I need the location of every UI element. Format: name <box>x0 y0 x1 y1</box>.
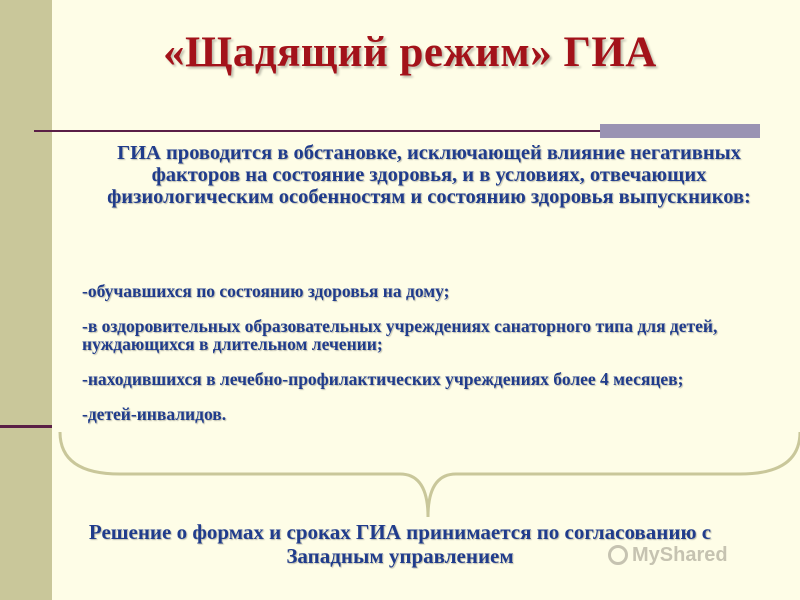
watermark-text: MyShared <box>632 543 728 566</box>
title-accent-block <box>600 124 760 138</box>
left-decorative-band <box>0 0 52 600</box>
left-band-divider <box>0 425 52 428</box>
title-underline <box>34 130 602 132</box>
list-item: -находившихся в лечебно-профилактических учреждениях более 4 месяцев; <box>82 369 684 389</box>
intro-paragraph: ГИА проводится в обстановке, исключающей влияние негативных факторов на состояние здоровья, и в условиях, отвечающих физиологическим особенностям и состоянию здоровья выпускников: <box>107 142 751 208</box>
list-item: -обучавшихся по состоянию здоровья на дому; <box>82 281 450 301</box>
conclusion-text: Решение о формах и сроках ГИА принимается по согласованию с Западным управлением <box>88 520 712 568</box>
list-item: -в оздоровительных образовательных учреждениях санаторного типа для детей, нуждающихся в длительном лечении; <box>82 316 718 354</box>
conditions-list <box>82 282 762 440</box>
list-item: -детей-инвалидов. <box>82 404 227 424</box>
curly-brace-decoration <box>50 432 800 522</box>
slide-title: «Щадящий режим» ГИА <box>163 29 657 76</box>
watermark-logo <box>608 540 778 570</box>
watermark-circle-icon <box>608 545 628 565</box>
